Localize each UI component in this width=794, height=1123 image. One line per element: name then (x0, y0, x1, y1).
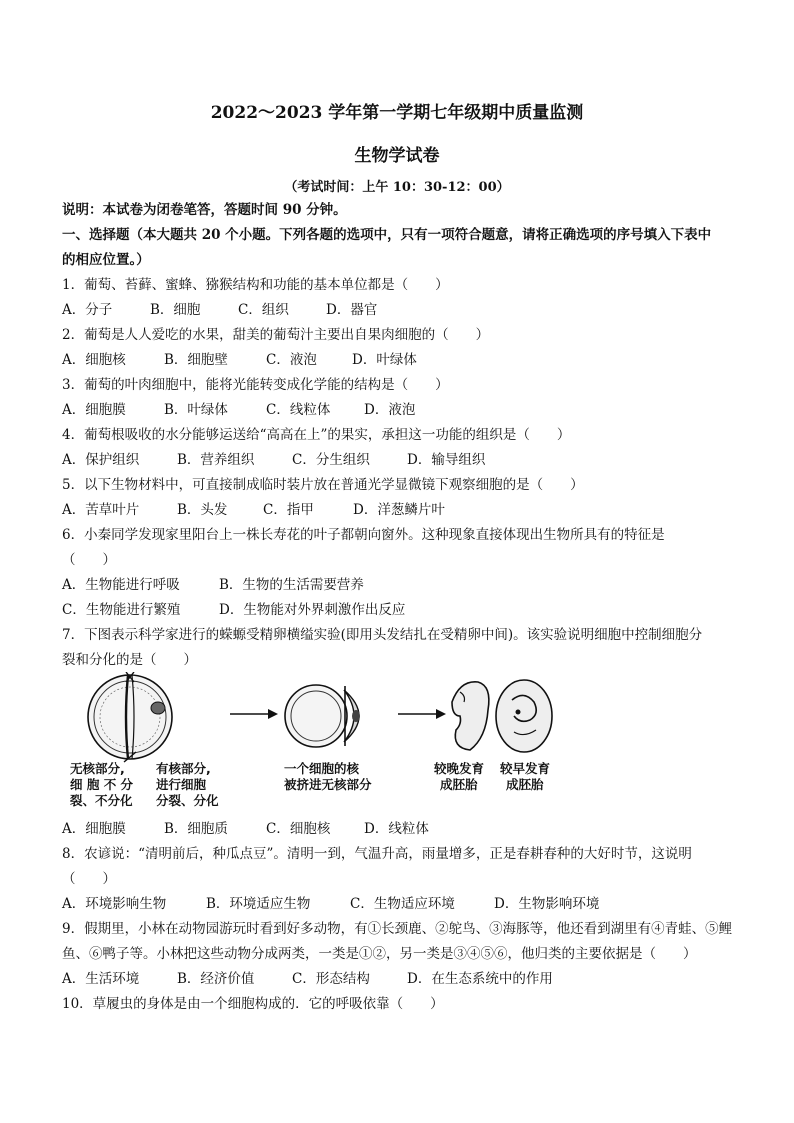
option-c[interactable]: C．生物能进行繁殖 (62, 602, 181, 618)
ligation-experiment-figure (68, 672, 568, 812)
question-9-stem-cont: 鱼、⑥鸭子等。小林把这些动物分成两类，一类是①②，另一类是③④⑤⑥，他归类的主要依据是（ ） (62, 946, 697, 962)
arrow-2 (398, 709, 446, 719)
exam-note: 说明：本试卷为闭卷笔答，答题时间 90 分钟。 (62, 202, 347, 218)
label-earlier-embryo: 较早发育 成胚胎 (500, 761, 551, 792)
arrow-1 (230, 709, 278, 719)
option-d[interactable]: D．输导组织 (407, 452, 486, 468)
question-5-stem: 5．以下生物材料中，可直接制成临时装片放在普通光学显微镜下观察细胞的是（ ） (62, 477, 584, 493)
option-c[interactable]: C．形态结构 (292, 971, 370, 987)
option-c[interactable]: C．指甲 (263, 502, 314, 518)
label-nucleus-squeezed: 一个细胞的核 被挤进无核部分 (284, 761, 372, 792)
question-6-options-row2 (62, 601, 405, 619)
label-nucleate-part: 有核部分, 进行细胞 分裂、分化 (156, 761, 219, 808)
question-7-stem: 7．下图表示科学家进行的蝾螈受精卵横缢实验(即用头发结扎在受精卵中间)。该实验说明细胞中控制细胞分 (62, 627, 703, 643)
label-anucleate-part: 无核部分, 细 胞 不 分 裂、不分化 (70, 761, 134, 808)
exam-title: 2022～2023 学年第一学期七年级期中质量监测 (210, 103, 584, 123)
question-9-options (62, 970, 553, 988)
question-8-stem-cont: （ ） (62, 871, 116, 887)
option-a[interactable]: A．保护组织 (62, 452, 140, 468)
question-3-options (62, 401, 415, 419)
question-1-options (62, 301, 377, 319)
option-b[interactable]: B．生物的生活需要营养 (219, 577, 364, 593)
option-c[interactable]: C．分生组织 (292, 452, 370, 468)
question-1-stem: 1．葡萄、苔藓、蜜蜂、猕猴结构和功能的基本单位都是（ ） (62, 277, 449, 293)
earlier-embryo-drawing (496, 680, 552, 752)
option-b[interactable]: B．叶绿体 (164, 402, 228, 418)
option-a[interactable]: A．分子 (62, 302, 113, 318)
option-b[interactable]: B．经济价值 (177, 971, 255, 987)
question-6-stem: 6．小秦同学发现家里阳台上一株长寿花的叶子都朝向窗外。这种现象直接体现出生物所具有的特征是 (62, 527, 665, 543)
label-later-embryo: 较晚发育 成胚胎 (434, 761, 485, 792)
option-a[interactable]: A．细胞核 (62, 352, 126, 368)
option-d[interactable]: D．在生态系统中的作用 (407, 971, 553, 987)
option-b[interactable]: B．细胞壁 (164, 352, 228, 368)
option-a[interactable]: A．环境影响生物 (62, 896, 167, 912)
question-4-stem: 4．葡萄根吸收的水分能够运送给“高高在上”的果实，承担这一功能的组织是（ ） (62, 427, 571, 443)
option-a[interactable]: A．细胞膜 (62, 402, 126, 418)
question-9-stem: 9．假期里，小林在动物园游玩时看到好多动物，有①长颈鹿、②鸵鸟、③海豚等，他还看到湖里有④青蛙、⑤鲤 (62, 921, 733, 937)
option-d[interactable]: D．叶绿体 (352, 352, 417, 368)
option-d[interactable]: D．线粒体 (364, 821, 429, 837)
question-7-stem-cont: 裂和分化的是（ ） (62, 652, 197, 668)
option-c[interactable]: C．液泡 (266, 352, 317, 368)
exam-time: （考试时间：上午 10：30-12：00） (284, 180, 510, 195)
section-heading: 一、选择题（本大题共 20 个小题。下列各题的选项中，只有一项符合题意，请将正确选项的序号填入下表中 (62, 227, 712, 243)
question-8-stem: 8．农谚说：“清明前后，种瓜点豆”。清明一到，气温升高，雨量增多，正是春耕春种的大好时节，这说明 (62, 846, 692, 862)
option-d[interactable]: D．生物影响环境 (494, 896, 600, 912)
option-b[interactable]: B．细胞质 (164, 821, 228, 837)
option-a[interactable]: A．细胞膜 (62, 821, 126, 837)
option-b[interactable]: B．环境适应生物 (206, 896, 311, 912)
exam-subtitle: 生物学试卷 (354, 146, 440, 166)
option-a[interactable]: A．生物能进行呼吸 (62, 577, 180, 593)
option-d[interactable]: D．器官 (326, 302, 378, 318)
question-2-options (62, 351, 417, 369)
option-c[interactable]: C．细胞核 (266, 821, 331, 837)
nucleus-squeezed-drawing (285, 685, 360, 747)
later-embryo-drawing (452, 682, 489, 750)
question-2-stem: 2．葡萄是人人爱吃的水果，甜美的葡萄汁主要出自果肉细胞的（ ） (62, 327, 490, 343)
question-5-options (62, 501, 445, 519)
option-a[interactable]: A．苦草叶片 (62, 502, 140, 518)
question-7-options (62, 820, 429, 838)
question-6-options-row1 (62, 576, 364, 594)
question-6-stem-cont: （ ） (62, 552, 116, 568)
option-c[interactable]: C．生物适应环境 (350, 896, 455, 912)
option-d[interactable]: D．生物能对外界刺激作出反应 (219, 602, 406, 618)
option-c[interactable]: C．线粒体 (266, 402, 331, 418)
option-c[interactable]: C．组织 (238, 302, 289, 318)
ligated-egg-drawing (88, 672, 172, 762)
question-10-stem: 10．草履虫的身体是由一个细胞构成的．它的呼吸依靠（ ） (62, 996, 444, 1012)
option-d[interactable]: D．洋葱鳞片叶 (353, 502, 445, 518)
question-8-options (62, 895, 599, 913)
option-d[interactable]: D．液泡 (364, 402, 416, 418)
question-4-options (62, 451, 485, 469)
question-3-stem: 3．葡萄的叶肉细胞中，能将光能转变成化学能的结构是（ ） (62, 377, 449, 393)
option-a[interactable]: A．生活环境 (62, 971, 140, 987)
option-b[interactable]: B．头发 (177, 502, 228, 518)
option-b[interactable]: B．细胞 (150, 302, 201, 318)
option-b[interactable]: B．营养组织 (177, 452, 255, 468)
section-heading-cont: 的相应位置。） (62, 252, 150, 268)
